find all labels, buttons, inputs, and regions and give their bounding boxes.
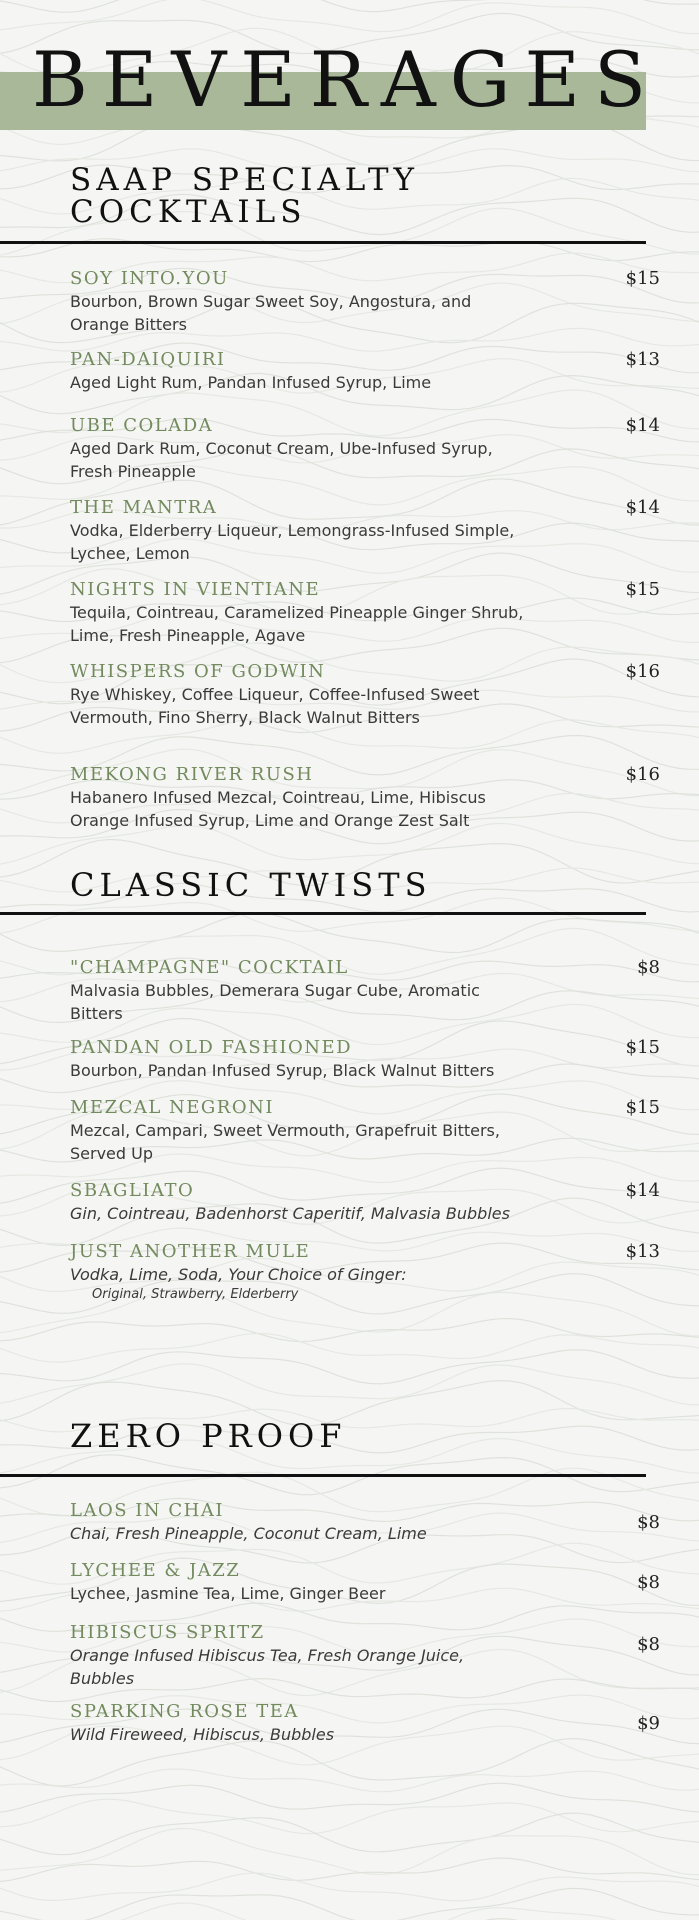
menu-item-laos-in-chai — [70, 1500, 660, 1545]
item-description: Bourbon, Pandan Infused Syrup, Black Walnut Bitters — [70, 1061, 495, 1080]
menu-item-sparking-rose-tea — [70, 1701, 660, 1746]
menu-item-whispers-of-godwin — [70, 661, 660, 729]
page-title: BEVERAGES — [32, 35, 661, 124]
wave-line — [0, 1873, 699, 1901]
item-price: $16 — [625, 661, 660, 682]
section-title: CLASSIC TWISTS — [70, 866, 432, 904]
item-ginger-options: Original, Strawberry, Elderberry — [92, 1287, 299, 1302]
menu-item-just-another-mule — [70, 1241, 660, 1303]
item-name: MEZCAL NEGRONI — [70, 1097, 274, 1118]
section-specialty-cocktails — [70, 164, 490, 228]
item-description: Wild Fireweed, Hibiscus, Bubbles — [70, 1725, 335, 1744]
section-divider — [0, 912, 646, 915]
section-divider — [0, 1474, 646, 1477]
wave-line — [0, 1813, 699, 1855]
item-description: Aged Dark Rum, Coconut Cream, Ube-Infused Syrup, Fresh Pineapple — [70, 439, 493, 481]
menu-item-mekong-river-rush — [70, 764, 660, 832]
item-description: Tequila, Cointreau, Caramelized Pineapple Ginger Shrub, Lime, Fresh Pineapple, Agave — [70, 603, 524, 645]
item-price: $8 — [637, 1512, 660, 1533]
wave-line — [0, 1769, 699, 1792]
item-name: SBAGLIATO — [70, 1180, 195, 1201]
menu-item-soy-into-you — [70, 268, 660, 336]
item-price: $16 — [625, 764, 660, 785]
section-title: ZERO PROOF — [70, 1417, 347, 1455]
item-price: $14 — [625, 415, 660, 436]
item-price: $15 — [625, 268, 660, 289]
item-description: Bourbon, Brown Sugar Sweet Soy, Angostura, and Orange Bitters — [70, 292, 472, 334]
menu-item-pandan-old-fashioned — [70, 1037, 660, 1082]
item-name: PAN-DAIQUIRI — [70, 349, 226, 370]
item-description: Habanero Infused Mezcal, Cointreau, Lime, Hibiscus Orange Infused Syrup, Lime and Orange Zest Salt — [70, 788, 486, 830]
item-price: $14 — [625, 1180, 660, 1201]
item-name: "CHAMPAGNE" COCKTAIL — [70, 957, 349, 978]
wave-line — [0, 1903, 699, 1920]
wave-line — [0, 1364, 699, 1405]
item-description: Malvasia Bubbles, Demerara Sugar Cube, Aromatic Bitters — [70, 981, 480, 1023]
item-price: $13 — [625, 1241, 660, 1262]
item-name: SOY INTO.YOU — [70, 268, 229, 289]
item-description: Orange Infused Hibiscus Tea, Fresh Orange Juice, Bubbles — [70, 1646, 465, 1688]
item-price: $14 — [625, 497, 660, 518]
menu-item-champagne-cocktail — [70, 957, 660, 1025]
item-price: $8 — [637, 1572, 660, 1593]
item-name: JUST ANOTHER MULE — [70, 1241, 311, 1262]
item-price: $8 — [637, 1634, 660, 1655]
item-name: MEKONG RIVER RUSH — [70, 764, 314, 785]
item-description: Vodka, Lime, Soda, Your Choice of Ginger: — [70, 1265, 407, 1284]
section-divider — [0, 241, 646, 244]
item-name: PANDAN OLD FASHIONED — [70, 1037, 353, 1058]
menu-item-hibiscus-spritz — [70, 1622, 660, 1690]
item-price: $15 — [625, 579, 660, 600]
item-name: THE MANTRA — [70, 497, 218, 518]
item-price: $13 — [625, 349, 660, 370]
section-title: SAAP SPECIALTY COCKTAILS — [70, 162, 419, 230]
item-description: Mezcal, Campari, Sweet Vermouth, Grapefruit Bitters, Served Up — [70, 1121, 500, 1163]
wave-line — [0, 1829, 699, 1875]
item-description: Gin, Cointreau, Badenhorst Caperitif, Malvasia Bubbles — [70, 1204, 510, 1223]
item-name: UBE COLADA — [70, 415, 214, 436]
item-price: $9 — [637, 1713, 660, 1734]
wave-line — [0, 913, 699, 952]
item-name: NIGHTS IN VIENTIANE — [70, 579, 321, 600]
menu-item-pan-daiquiri — [70, 349, 660, 394]
item-name: LYCHEE & JAZZ — [70, 1560, 241, 1581]
menu-item-lychee-and-jazz — [70, 1560, 660, 1605]
menu-item-mezcal-negroni — [70, 1097, 660, 1165]
section-classic-twists — [70, 866, 432, 904]
item-description: Aged Light Rum, Pandan Infused Syrup, Lime — [70, 373, 432, 392]
section-zero-proof — [70, 1417, 347, 1455]
item-description: Rye Whiskey, Coffee Liqueur, Coffee-Infused Sweet Vermouth, Fino Sherry, Black Walnut Bitters — [70, 685, 480, 727]
item-price: $8 — [637, 957, 660, 978]
item-price: $15 — [625, 1037, 660, 1058]
item-price: $15 — [625, 1097, 660, 1118]
item-name: HIBISCUS SPRITZ — [70, 1622, 265, 1643]
wave-line — [0, 1333, 699, 1362]
item-description: Chai, Fresh Pineapple, Coconut Cream, Lime — [70, 1524, 427, 1543]
menu-item-the-mantra — [70, 497, 660, 565]
item-name: SPARKING ROSE TEA — [70, 1701, 299, 1722]
menu-item-ube-colada — [70, 415, 660, 483]
item-description: Lychee, Jasmine Tea, Lime, Ginger Beer — [70, 1584, 386, 1603]
menu-item-sbagliato — [70, 1180, 660, 1225]
menu-item-nights-in-vientiane — [70, 579, 660, 647]
item-name: LAOS IN CHAI — [70, 1500, 224, 1521]
item-description: Vodka, Elderberry Liqueur, Lemongrass-Infused Simple, Lychee, Lemon — [70, 521, 515, 563]
wave-line — [0, 0, 699, 12]
item-name: WHISPERS OF GODWIN — [70, 661, 326, 682]
